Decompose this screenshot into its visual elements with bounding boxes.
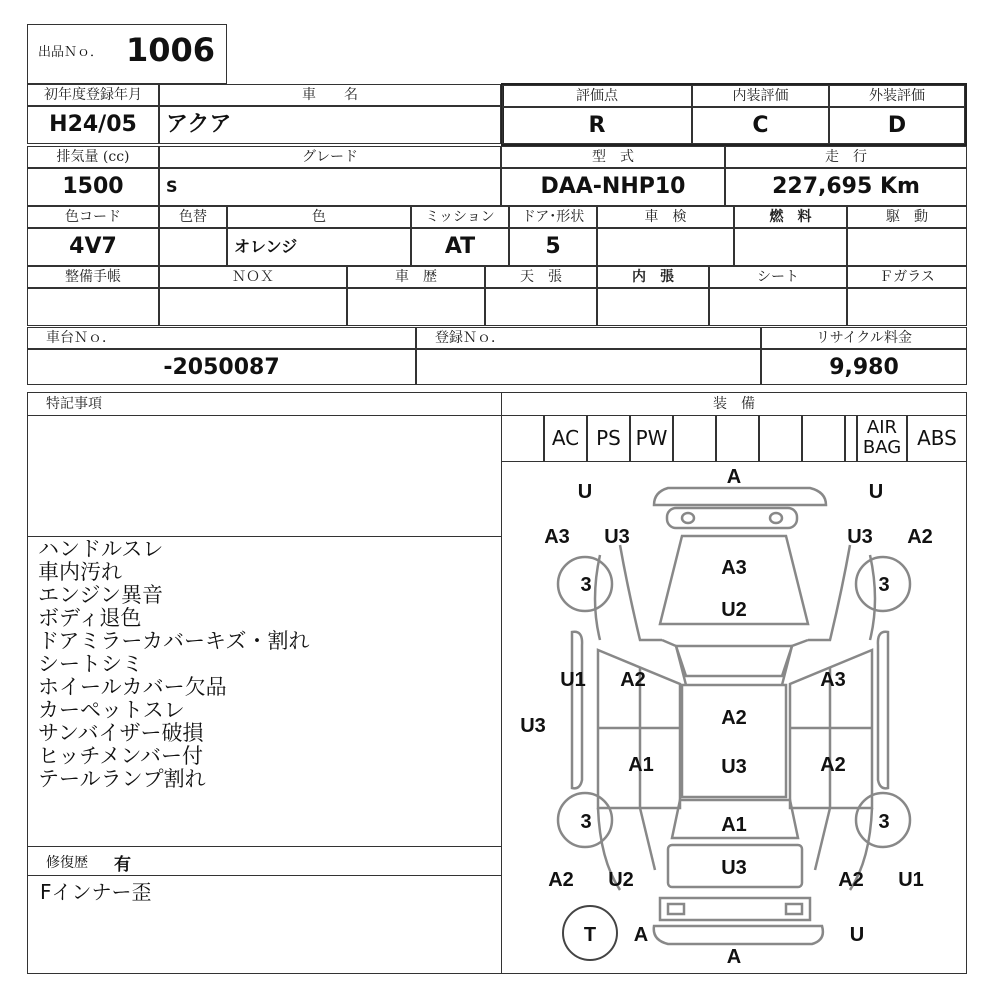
mark: A	[726, 466, 742, 488]
nox-label: ＮＯＸ	[159, 266, 347, 288]
remarks-label: 特記事項	[27, 392, 502, 416]
equip-abs: ABS	[907, 415, 967, 462]
lot-label: 出品Ｎｏ．	[38, 45, 104, 60]
mark: A	[726, 946, 742, 968]
mark: A1	[721, 814, 747, 836]
mark: A2	[907, 526, 933, 548]
remark-line: テールランプ割れ	[38, 767, 206, 791]
roof-label: 天 張	[485, 266, 597, 288]
interior-value: C	[692, 107, 829, 144]
grade-value: S	[159, 168, 501, 206]
repair-note: Fインナー歪	[40, 880, 152, 904]
remark-line: ホイールカバー欠品	[38, 675, 227, 699]
inner-label: 内 張	[597, 266, 709, 288]
model-value: DAA-NHP10	[501, 168, 725, 206]
mark: A2	[548, 869, 574, 891]
color-label: 色	[227, 206, 411, 228]
fuel-label: 燃 料	[734, 206, 847, 228]
remark-line: ハンドルスレ	[38, 537, 164, 561]
history-label: 車 歴	[347, 266, 485, 288]
mileage-value: 227,695 Km	[725, 168, 967, 206]
equip-ac: AC	[544, 415, 587, 462]
mark: 3	[878, 811, 890, 833]
remark-line: ヒッチメンバー付	[38, 744, 204, 768]
exterior-label: 外装評価	[829, 85, 965, 107]
score-value: R	[502, 107, 692, 144]
name-label: 車 名	[159, 84, 501, 106]
mark: U1	[560, 669, 586, 691]
seat-label: シート	[709, 266, 847, 288]
name-value: アクア	[159, 106, 501, 144]
mark: U3	[520, 715, 546, 737]
mark: 3	[878, 574, 890, 596]
mark: U1	[898, 869, 924, 891]
mark: U3	[721, 756, 747, 778]
mark: A3	[820, 669, 846, 691]
remark-line: サンバイザー破損	[38, 721, 204, 745]
repair-value: 有	[114, 855, 131, 875]
mark: A1	[628, 754, 654, 776]
mark: A2	[620, 669, 646, 691]
mark: U2	[721, 599, 747, 621]
color-value: オレンジ	[227, 228, 411, 266]
recycle-label: リサイクル料金	[761, 327, 967, 349]
exterior-value: D	[829, 107, 965, 144]
mark: U	[868, 481, 884, 503]
mark: U3	[721, 857, 747, 879]
drive-label: 駆 動	[847, 206, 967, 228]
remark-line: エンジン異音	[38, 583, 163, 607]
mileage-label: 走 行	[725, 146, 967, 168]
mark: 3	[580, 811, 592, 833]
lot-number: 1006	[126, 31, 216, 69]
mission-value: AT	[411, 228, 509, 266]
remark-line: カーペットスレ	[38, 698, 185, 722]
mark: U3	[847, 526, 873, 548]
fglass-label: Ｆガラス	[847, 266, 967, 288]
door-value: 5	[509, 228, 597, 266]
remark-line: ボディ退色	[38, 606, 142, 630]
colorcode-label: 色コード	[27, 206, 159, 228]
chassis-label: 車台Ｎｏ．	[27, 327, 416, 349]
mark: U	[577, 481, 593, 503]
repair-label: 修復歴	[46, 855, 88, 871]
model-label: 型 式	[501, 146, 725, 168]
mark: A	[633, 924, 649, 946]
mark: A2	[721, 707, 747, 729]
interior-label: 内装評価	[692, 85, 829, 107]
equip-airbag: AIR BAG	[857, 415, 907, 462]
chassis-value: -2050087	[27, 349, 416, 385]
mission-label: ミッション	[411, 206, 509, 228]
equip-pw: PW	[630, 415, 673, 462]
regno-label: 登録Ｎｏ．	[416, 327, 761, 349]
mark: 3	[580, 574, 592, 596]
recycle-value: 9,980	[761, 349, 967, 385]
remark-line: 車内汚れ	[38, 560, 122, 584]
door-label: ドア･形状	[509, 206, 597, 228]
colorcode-value: 4V7	[27, 228, 159, 266]
score-label: 評価点	[502, 85, 692, 107]
mark: U2	[608, 869, 634, 891]
mark: A2	[820, 754, 846, 776]
grade-label: グレード	[159, 146, 501, 168]
manual-label: 整備手帳	[27, 266, 159, 288]
cc-value: 1500	[27, 168, 159, 206]
remark-line: シートシミ	[38, 652, 143, 676]
remark-line: ドアミラーカバーキズ・割れ	[38, 629, 310, 653]
reg-label: 初年度登録年月	[27, 84, 159, 106]
equip-ps: PS	[587, 415, 630, 462]
inspection-label: 車 検	[597, 206, 734, 228]
reg-value: H24/05	[27, 106, 159, 144]
equipment-label: 装 備	[501, 392, 967, 416]
mark: A3	[544, 526, 570, 548]
cc-label: 排気量 (cc)	[27, 146, 159, 168]
mark: A3	[721, 557, 747, 579]
mark: U	[849, 924, 865, 946]
mark: T	[583, 924, 597, 946]
mark: U3	[604, 526, 630, 548]
mark: A2	[838, 869, 864, 891]
recolor-label: 色替	[159, 206, 227, 228]
